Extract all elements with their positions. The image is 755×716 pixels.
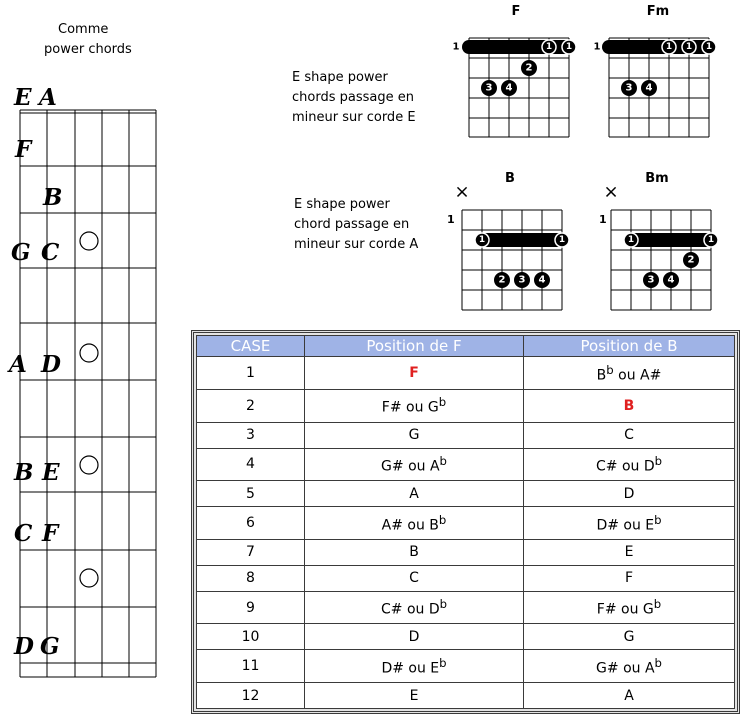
barre-label-fm: 1 <box>705 42 713 52</box>
cell-position-f <box>305 507 524 540</box>
flat-superscript: b <box>654 454 663 469</box>
cell-position-f <box>305 565 524 591</box>
table-row <box>197 650 735 683</box>
barre-label-fm: 1 <box>685 42 693 52</box>
cell-text: D# ou E <box>596 517 655 534</box>
caption-e-shape-2: chords passage en <box>292 90 414 105</box>
table-row <box>197 357 735 390</box>
barre-label-b: 1 <box>478 235 486 245</box>
finger-b: 2 <box>498 274 506 286</box>
cell-text: F# ou G <box>381 400 439 417</box>
cell-text: E <box>624 544 634 561</box>
note-d2: D <box>14 633 34 660</box>
table-header-row <box>197 336 735 357</box>
caption-e-shape-3: mineur sur corde E <box>292 110 416 125</box>
finger-bm: 4 <box>667 274 675 286</box>
note-c: C <box>41 239 60 266</box>
cell-text: E <box>409 687 419 704</box>
cell-text: G# ou A <box>381 458 440 475</box>
cell-text: D <box>408 628 420 645</box>
cell-case: 2 <box>197 389 305 422</box>
cell-case: 10 <box>197 624 305 650</box>
note-a: A <box>39 84 57 111</box>
cell-position-f <box>305 422 524 448</box>
barre-label-bm: 1 <box>707 235 715 245</box>
cell-position-b <box>524 565 735 591</box>
table-row <box>197 683 735 709</box>
note-b2: B <box>14 459 34 486</box>
finger-b: 3 <box>518 274 526 286</box>
cell-position-f <box>305 389 524 422</box>
fret-number-b: 1 <box>447 213 455 226</box>
table-row <box>197 624 735 650</box>
finger-bm: 3 <box>647 274 655 286</box>
header-position-f: Position de F <box>305 336 524 357</box>
chord-bm <box>603 182 718 311</box>
cell-position-b <box>524 357 735 390</box>
cell-case: 1 <box>197 357 305 390</box>
cell-position-b <box>524 624 735 650</box>
cell-text: A <box>409 485 419 502</box>
cell-case: 5 <box>197 481 305 507</box>
cell-case: 4 <box>197 448 305 481</box>
cell-position-b <box>524 540 735 566</box>
finger-f: 3 <box>485 82 493 94</box>
cell-position-f <box>305 591 524 624</box>
cell-text: G <box>623 628 635 645</box>
cell-position-b <box>524 422 735 448</box>
chord-title-bm: Bm <box>645 171 669 186</box>
chord-fm <box>594 38 716 137</box>
table-row <box>197 591 735 624</box>
caption-a-shape-1: E shape power <box>294 197 390 212</box>
flat-superscript: b <box>438 512 447 527</box>
chord-title-b: B <box>505 171 515 186</box>
caption-e-shape-1: E shape power <box>292 70 388 85</box>
table-row <box>197 565 735 591</box>
cell-case: 7 <box>197 540 305 566</box>
fret-number-bm: 1 <box>599 213 607 226</box>
cell-position-f <box>305 683 524 709</box>
cell-text: F <box>624 570 634 587</box>
chord-diagrams <box>0 0 755 330</box>
table-row <box>197 540 735 566</box>
chord-title-f: F <box>511 4 521 19</box>
note-a2: A <box>9 351 27 378</box>
cell-position-b <box>524 683 735 709</box>
cell-text: B <box>409 544 419 561</box>
barre-label-bm: 1 <box>627 235 635 245</box>
cell-case: 6 <box>197 507 305 540</box>
cell-text: C <box>409 570 419 587</box>
inlay-dot <box>80 344 98 362</box>
cell-position-b <box>524 507 735 540</box>
note-e2: E <box>42 459 60 486</box>
cell-text: B <box>596 367 607 384</box>
header-case: CASE <box>197 336 305 357</box>
cell-position-b <box>524 591 735 624</box>
note-d: D <box>41 351 61 378</box>
finger-f: 4 <box>505 82 513 94</box>
cell-text: C <box>624 427 634 444</box>
cell-text: G# ou A <box>596 660 655 677</box>
mute-x-icon: × <box>603 181 619 203</box>
flat-superscript: b <box>653 597 662 612</box>
caption-a-shape-3: mineur sur corde A <box>294 237 419 252</box>
note-f2: F <box>42 520 59 547</box>
barre-label-b: 1 <box>558 235 566 245</box>
position-table <box>191 330 740 714</box>
mute-x-icon: × <box>454 181 470 203</box>
note-b: B <box>43 184 63 211</box>
note-c2: C <box>14 520 33 547</box>
barre-label-fm: 1 <box>665 42 673 52</box>
cell-text: F <box>409 364 419 381</box>
barre-label-f: 1 <box>545 42 553 52</box>
finger-fm: 4 <box>645 82 653 94</box>
header-position-b: Position de B <box>524 336 735 357</box>
cell-case: 9 <box>197 591 305 624</box>
chord-title-fm: Fm <box>646 4 670 19</box>
barre-label-f: 1 <box>452 41 460 53</box>
note-g: G <box>11 239 31 266</box>
cell-position-f <box>305 481 524 507</box>
cell-position-f <box>305 448 524 481</box>
cell-position-f <box>305 624 524 650</box>
cell-text: C# ou D <box>595 458 655 475</box>
flat-superscript: b <box>654 512 662 527</box>
table-row <box>197 422 735 448</box>
flat-superscript: b <box>439 655 447 670</box>
finger-f: 2 <box>525 62 533 74</box>
flat-superscript: b <box>606 362 614 377</box>
cell-text: ou A# <box>613 367 662 384</box>
cell-position-b <box>524 389 735 422</box>
chord-f <box>453 38 576 137</box>
table-row <box>197 448 735 481</box>
finger-fm: 3 <box>625 82 633 94</box>
cell-text: A <box>624 687 634 704</box>
cell-case: 3 <box>197 422 305 448</box>
barre-label-f: 1 <box>565 42 573 52</box>
cell-case: 12 <box>197 683 305 709</box>
finger-b: 4 <box>538 274 546 286</box>
cell-position-f <box>305 650 524 683</box>
left-title-line2: power chords <box>44 42 132 57</box>
note-e: E <box>14 84 32 111</box>
cell-text: A# ou B <box>381 517 439 534</box>
barre-label-fm: 1 <box>593 41 601 53</box>
cell-position-b <box>524 481 735 507</box>
cell-case: 11 <box>197 650 305 683</box>
cell-text: G <box>408 427 420 444</box>
flat-superscript: b <box>439 454 447 469</box>
inlay-dot <box>80 569 98 587</box>
cell-position-b <box>524 650 735 683</box>
cell-case: 8 <box>197 565 305 591</box>
cell-text: F# ou G <box>596 601 654 618</box>
flat-superscript: b <box>439 597 448 612</box>
cell-text: C# ou D <box>380 601 440 618</box>
finger-bm: 2 <box>687 254 695 266</box>
flat-superscript: b <box>438 395 447 410</box>
cell-position-f <box>305 357 524 390</box>
note-g2: G <box>40 633 60 660</box>
cell-position-b <box>524 448 735 481</box>
cell-position-f <box>305 540 524 566</box>
inlay-dot <box>80 456 98 474</box>
left-title-line1: Comme <box>58 22 109 37</box>
cell-text: D <box>623 485 635 502</box>
flat-superscript: b <box>654 655 662 670</box>
table-row <box>197 481 735 507</box>
table-row <box>197 507 735 540</box>
cell-text: B <box>623 397 635 414</box>
table-row <box>197 389 735 422</box>
caption-a-shape-2: chord passage en <box>294 217 410 232</box>
cell-text: D# ou E <box>381 660 440 677</box>
chord-b <box>454 182 569 311</box>
note-f: F <box>15 136 32 163</box>
